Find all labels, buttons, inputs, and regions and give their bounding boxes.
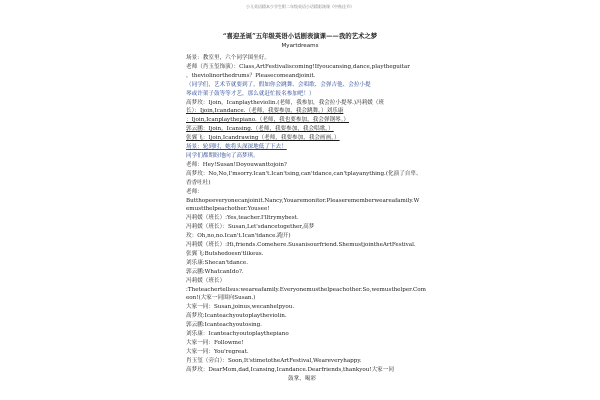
script-line: 场景：教室里，六个同学围坐好。: [186, 55, 270, 61]
page-header: 小儿英语精本少学生附二年级英语小话精彩演课《中秋佳节》: [246, 4, 354, 9]
script-line: 冯莉媛（班长）: [186, 277, 226, 284]
script-line: 郭云鹏：Ijoin，Icansing.（老师，我要参加，我会唱歌。）: [186, 126, 334, 133]
script-line: 鼓掌、喝彩: [288, 375, 316, 382]
script-body: [186, 54, 426, 384]
script-line: 高梦玫：Ijoin，Icanplaytheviolin.(老师，我参加，我会拉小提琴.)冯莉媛（班: [186, 99, 385, 106]
script-line: 老师：Hey!Susan!Doyouwanttojoin?: [186, 161, 287, 168]
document-subtitle: Myartdreams: [281, 43, 319, 49]
script-line: 高梦玫：DearMom,dad,Icansing,Icandance.Dearfriends,thankyou!大家一同: [186, 366, 394, 373]
script-line: 老师：: [186, 188, 203, 195]
script-line: 同学们都期盼地向了高梦琪。: [186, 152, 259, 159]
script-line: 冯莉媛（班长）:Yes,teacher.I'lltrymybest.: [186, 215, 299, 222]
script-line: 肖玉玺（旁白）：Soon,It'stimetotheArtFestival,Weareveryhappy.: [186, 357, 362, 364]
script-line: Butthopeeveryonecanjoinit.Nancy,Youaremonitor.Pleaserememberweareafamily.W: [186, 197, 420, 204]
script-line: 郭云鹏:WhatcanIdo?.: [186, 268, 244, 275]
script-line: 高梦玫:Icanteachyoutoplaytheviolin.: [186, 313, 287, 320]
script-line: 场景：轮到时，她将头深深地低了下去！: [186, 144, 287, 151]
script-line: 老师（肖玉玺饰演）：Class,ArtFestivaliscoming!Ifyoucansing,dance,playtheguitar: [186, 63, 410, 70]
script-line: ：Ijoin,Icanplaythepiano.（老师，我也要参加，我会弹钢琴。）: [186, 117, 350, 124]
script-line: ，theviolinorthedrums？Pleasecomeandjoinit.: [186, 72, 316, 79]
document-title: “喜迎圣诞”五年级英语小话剧表演课——我的艺术之梦: [222, 32, 378, 40]
script-line: 刘乐康:Shecan'tdance.: [186, 259, 249, 266]
script-line: 长）：Ijoin,Icandance.（老师，我要参加，我会跳舞。）刘乐康: [186, 108, 344, 115]
script-line: （同学们，艺术节就要到了，假如你会跳舞、会唱歌、会弹吉他、会拉小提: [186, 81, 371, 88]
script-line: 冯莉媛（班长）：Susan,Let'sdancetogether,高梦: [186, 224, 315, 231]
script-line: 高梦玫：No,No,I'msorry.Ican't.Ican'tsing,can'tdance,can'tplayanything.(化演了自卑、: [186, 170, 422, 177]
script-line: 琴或许架子鼓等等才艺，那么就赶忙报名参加吧！）: [186, 90, 315, 97]
script-line: 大家一同：Followme!: [186, 340, 244, 346]
script-line: 香香吐吐): [186, 179, 211, 186]
script-line: 郭云鹏:Icanteachyoutosing.: [186, 322, 262, 329]
script-line: 张翼飞:Butshedoesn'tlikeus.: [186, 250, 264, 257]
script-line: 玫：Oh,no,no.Ican't.Ican'tdance.跑开): [186, 233, 291, 240]
script-line: 大家一同：Susan,joinus,wecanhelpyou.: [186, 304, 295, 311]
script-line: eon!(大家一同围向Susan.): [186, 295, 256, 302]
script-line: :Theteachertellsus:weareafamily.Everyonemusthelpeachother.So,wemusthelper.Com: [186, 286, 426, 293]
script-line: 冯莉媛（班长）:Hi,friends.Comehere.Susanisourfriend.ShemustjointheArtFestival.: [186, 242, 416, 249]
script-line: 大家一同：You'regreat.: [186, 348, 249, 355]
script-line: 张翼飞：Ijoin,Icandrawing（老师，我要参加，我会画画。）: [186, 135, 340, 142]
script-line: emustthelpeachother.Yousee!: [186, 206, 270, 213]
script-line: 刘乐康：Icanteachyoutoplaythepiano: [186, 331, 289, 338]
